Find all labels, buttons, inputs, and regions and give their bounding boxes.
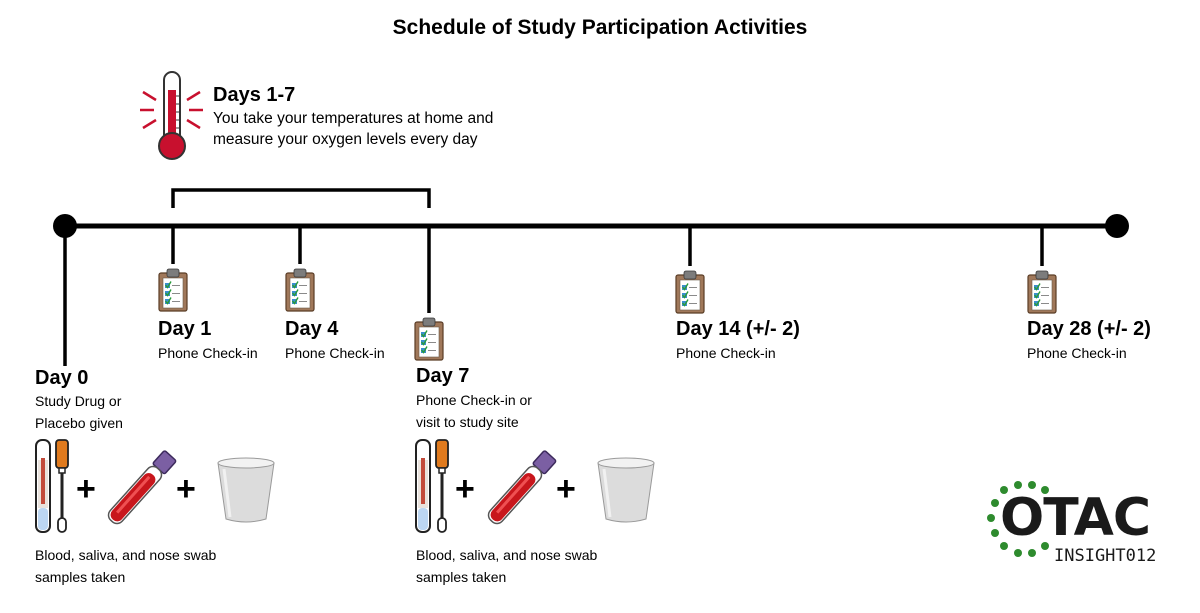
- day-7-samples-caption-line2: samples taken: [416, 569, 507, 585]
- day-7-samples-caption-line1: Blood, saliva, and nose swab: [416, 547, 598, 563]
- plus-icon: +: [556, 470, 576, 508]
- day-0-samples-caption-line1: Blood, saliva, and nose swab: [35, 547, 217, 563]
- day-0-desc-line1: Study Drug or: [35, 393, 122, 409]
- otac-logo-subtitle: INSIGHT012: [1054, 546, 1157, 566]
- day-4-label: Day 4: [285, 318, 339, 340]
- blood-tube-icon: [106, 450, 177, 526]
- plus-icon: +: [455, 470, 475, 508]
- day-28-desc: Phone Check-in: [1027, 345, 1127, 361]
- otac-logo: OTAC: [1000, 488, 1151, 548]
- day-14-desc: Phone Check-in: [676, 345, 776, 361]
- day-4-desc: Phone Check-in: [285, 345, 385, 361]
- days-1-7-bracket: [173, 190, 429, 208]
- swab-tube-icon: [36, 440, 68, 532]
- clipboard-icon: [676, 271, 704, 313]
- timeline-end-dot: [1105, 214, 1129, 238]
- day-0-desc-line2: Placebo given: [35, 415, 123, 431]
- day-7-desc-line1: Phone Check-in or: [416, 392, 532, 408]
- clipboard-icon: [159, 269, 187, 311]
- day-7-desc-line2: visit to study site: [416, 414, 519, 430]
- plus-icon: +: [176, 470, 196, 508]
- swab-tube-icon: [416, 440, 448, 532]
- day-7-label: Day 7: [416, 365, 470, 387]
- clipboard-icon: [286, 269, 314, 311]
- clipboard-icon: [1028, 271, 1056, 313]
- thermometer-icon: [140, 72, 203, 159]
- range-description-line2: measure your oxygen levels every day: [213, 131, 478, 148]
- saliva-cup-icon: [218, 458, 274, 522]
- day-14-label: Day 14 (+/- 2): [676, 318, 800, 340]
- blood-tube-icon: [486, 450, 557, 526]
- range-label: Days 1-7: [213, 84, 296, 106]
- day-28-label: Day 28 (+/- 2): [1027, 318, 1151, 340]
- saliva-cup-icon: [598, 458, 654, 522]
- day-1-desc: Phone Check-in: [158, 345, 258, 361]
- page-title: Schedule of Study Participation Activities: [392, 16, 808, 39]
- range-description-line1: You take your temperatures at home and: [213, 110, 494, 127]
- day-0-label: Day 0: [35, 367, 89, 389]
- clipboard-icon: [415, 318, 443, 360]
- day-0-samples-caption-line2: samples taken: [35, 569, 126, 585]
- day-1-label: Day 1: [158, 318, 212, 340]
- plus-icon: +: [76, 470, 96, 508]
